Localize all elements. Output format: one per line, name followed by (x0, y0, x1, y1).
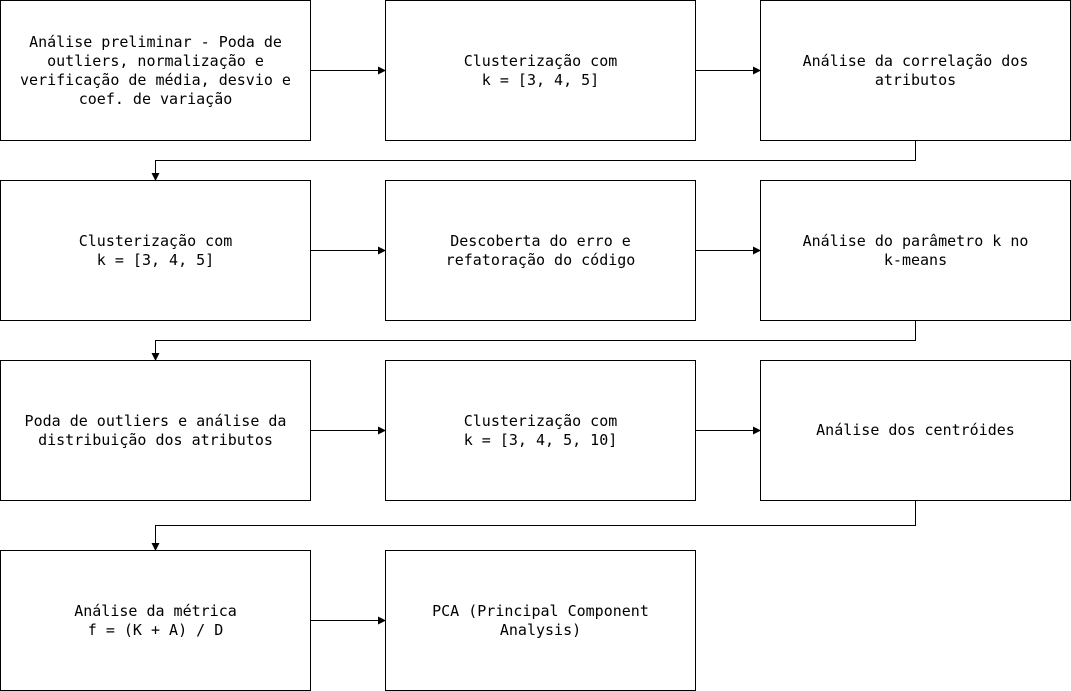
step-clustering-1 (385, 0, 696, 141)
step-text-line: k = [3, 4, 5, 10] (463, 430, 618, 449)
step-clustering-3 (385, 360, 696, 501)
step-outlier-pruning (0, 360, 311, 501)
step-k-parameter-analysis (760, 180, 1071, 321)
step-text-line: coef. de variação (78, 89, 233, 108)
step-text-line: atributos (874, 70, 957, 89)
step-error-discovery (385, 180, 696, 321)
step-clustering-2 (0, 180, 311, 321)
step-text-line: Clusterização com (463, 411, 618, 430)
step-text-line: k = [3, 4, 5] (481, 70, 600, 89)
step-text-line: Clusterização com (463, 51, 618, 70)
step-text-line: Análise preliminar - Poda de (29, 32, 282, 51)
step-text-line: k = [3, 4, 5] (96, 250, 215, 269)
step-pca (385, 550, 696, 691)
step-text-line: refatoração do código (445, 250, 636, 269)
connector-arrow-n3-to-n4 (156, 141, 916, 180)
step-text-line: k-means (883, 250, 948, 269)
step-text-line: verificação de média, desvio e (20, 70, 291, 89)
step-correlation-analysis (760, 0, 1071, 141)
step-text-line: Análise da correlação dos (802, 51, 1029, 70)
step-text-line: Análise dos centróides (816, 421, 1015, 439)
step-text-line: outliers, normalização e (47, 51, 264, 70)
step-text-line: Descoberta do erro e (450, 231, 631, 250)
step-text-line: PCA (Principal Component (432, 601, 649, 620)
step-preliminary-analysis (0, 0, 311, 141)
step-centroid-analysis (760, 360, 1071, 501)
step-text-line: Analysis) (499, 620, 582, 639)
connector-arrow-n9-to-n10 (156, 501, 916, 550)
step-text-line: Análise da métrica (74, 601, 237, 620)
step-text-line: f = (K + A) / D (87, 620, 224, 639)
step-text-line: Clusterização com (78, 231, 233, 250)
step-text-line: Análise do parâmetro k no (802, 231, 1029, 250)
step-text-line: distribuição dos atributos (38, 430, 273, 449)
connector-arrow-n6-to-n7 (156, 321, 916, 360)
step-text-line: Poda de outliers e análise da (24, 411, 287, 430)
step-metric-analysis (0, 550, 311, 691)
